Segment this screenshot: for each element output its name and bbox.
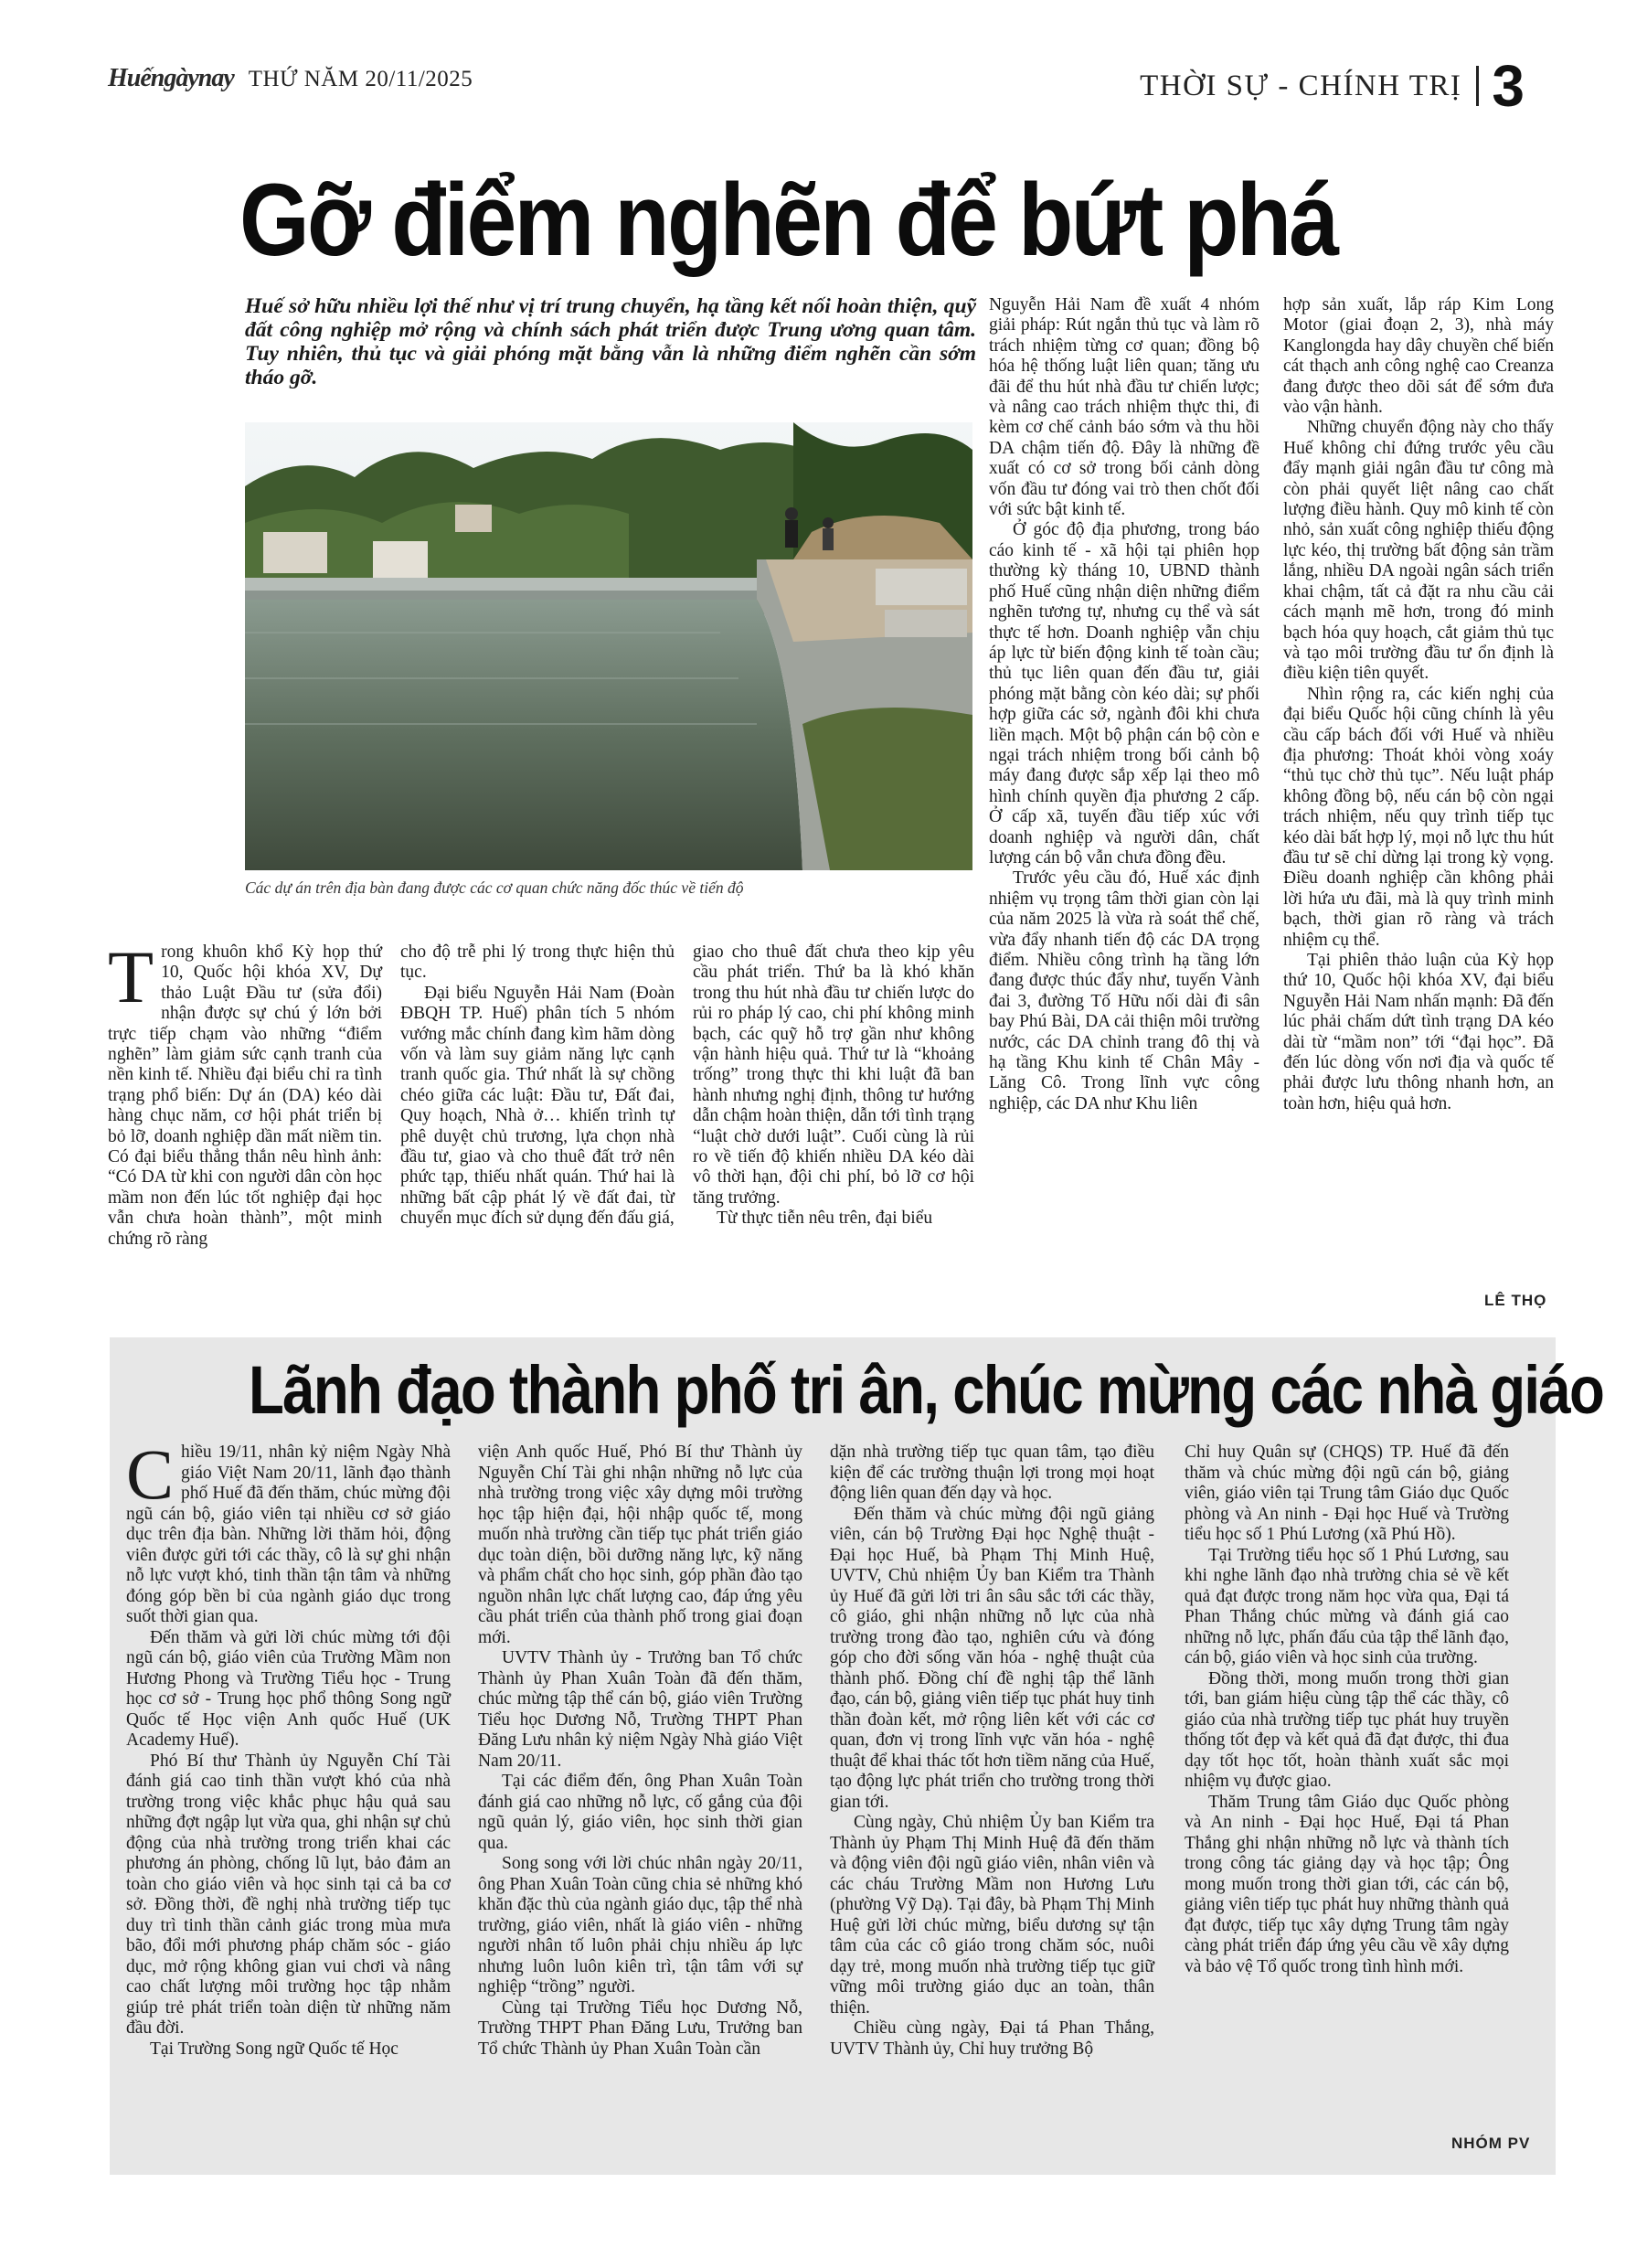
article1-lead: Huế sở hữu nhiều lợi thế như vị trí trung chuyển, hạ tầng kết nối hoàn thiện, quỹ đất công nghiệp mở rộng và chính sách phát triển được Trung ương quan tâm. Tuy nhiên, thủ tục và giải phóng mặt bằng vẫn là những điểm nghẽn cần sớm tháo gỡ. [245, 294, 976, 389]
article2-col4-paragraph: Tại Trường tiểu học số 1 Phú Lương, sau khi nghe lãnh đạo nhà trường chia sẻ về kết quả đạt được trong năm học vừa qua, Đại tá Phan Thắng chúc mừng và đánh giá cao những nỗ lực, phấn đấu của tập thể lãnh đạo, cán bộ, giáo viên và học sinh của trường. [1185, 1545, 1509, 1667]
article2-col2-paragraph: Tại các điểm đến, ông Phan Xuân Toàn đánh giá cao những nỗ lực, cố gắng của đội ngũ quản lý, giáo viên, học sinh thời gian qua. [478, 1772, 802, 1853]
article2-col2-paragraph: Song song với lời chúc nhân ngày 20/11, ông Phan Xuân Toàn cũng chia sẻ những khó khăn đặc thù của ngành giáo dục, tập thể nhà trường, giáo viên, nhất là giáo viên - những người nhân tố luôn phải chịu nhiều áp lực nhưng luôn luôn kiên trì, tận tâm với sự nghiệp “trồng” người. [478, 1854, 802, 1996]
article1-photo [245, 422, 972, 870]
article1-title: Gỡ điểm nghẽn để bứt phá [239, 163, 1337, 277]
article1-col4-paragraph: Trước yêu cầu đó, Huế xác định nhiệm vụ trọng tâm thời gian còn lại của năm 2025 là vừa rà soát thể chế, vừa đẩy nhanh tiến độ các DA trọng điểm. Nhiều công trình hạ tầng lớn đang được thúc đẩy như, tuyến Vành đai 3, đường Tố Hữu nối dài đi sân bay Phú Bài, DA cải thiện môi trường nước, các DA chỉnh trang đô thị và hạ tầng Khu kinh tế Chân Mây - Lăng Cô. Trong lĩnh vực công nghiệp, các DA như Khu liên [989, 868, 1260, 1113]
article1-col2-paragraph: Đại biểu Nguyễn Hải Nam (Đoàn ĐBQH TP. Huế) phân tích 5 nhóm vướng mắc chính đang kìm hãm dòng vốn và làm suy giảm năng lực cạnh tranh quốc gia. Thứ nhất là sự chồng chéo giữa các luật: Đầu tư, Đất đai, Quy hoạch, Nhà ở… khiến trình tự phê duyệt chủ trương, lựa chọn nhà đầu tư, giao và cho thuê đất trở nên phức tạp, thiếu nhất quán. Thứ hai là những bất cập phát lý về đất đai, từ chuyển mục đích sử dụng đến đấu giá, [400, 983, 675, 1229]
article2-byline: NHÓM PV [1451, 2135, 1531, 2152]
article1-byline: LÊ THỌ [1484, 1292, 1547, 1309]
section-name: THỜI SỰ - CHÍNH TRỊ [1140, 66, 1479, 106]
article2-col2-paragraph: UVTV Thành ủy - Trưởng ban Tổ chức Thành ủy Phan Xuân Toàn đã đến thăm, chúc mừng tập thể cán bộ, giáo viên Trường Tiểu học Dương Nỗ, Trường THPT Phan Đăng Lưu nhân kỷ niệm Ngày Nhà giáo Việt Nam 20/11. [478, 1648, 802, 1771]
newspaper-logo: Huếngàynay [108, 64, 234, 92]
article2-column-2 [478, 1443, 802, 2060]
article2-dropcap: C [126, 1434, 175, 1514]
article1-photo-caption: Các dự án trên địa bàn đang được các cơ quan chức năng đốc thúc về tiến độ [245, 878, 744, 897]
article1-column-2 [400, 942, 675, 1230]
article1-col5-paragraph: hợp sản xuất, lắp ráp Kim Long Motor (giai đoạn 2, 3), nhà máy Kanglongda hay dây chuyền chế biến cát thạch anh công nghệ cao Creanza đang được theo dõi sát để sớm đưa vào vận hành. [1283, 295, 1554, 418]
article1-column-3 [693, 942, 974, 1230]
issue-date: THỨ NĂM 20/11/2025 [248, 67, 473, 91]
article1-col3-paragraph: giao cho thuê đất chưa theo kịp yêu cầu phát triển. Thứ ba là khó khăn trong thu hút nhà đầu tư chiến lược do rủi ro pháp lý cao, chi phí không minh bạch, các quỹ hỗ trợ gần như không vận hành hiệu quả. Thứ tư là “khoảng trống” trong thực thi khi luật đã ban hành nhưng nghị định, thông tư hướng dẫn chậm hoàn thiện, dẫn tới tình trạng “luật chờ dưới luật”. Cuối cùng là rủi ro về tiến độ khiến nhiều DA kéo dài vô thời hạn, đội chi phí, bỏ lỡ cơ hội tăng trưởng. [693, 942, 974, 1208]
article2-col4-paragraph: Thăm Trung tâm Giáo dục Quốc phòng và An ninh - Đại học Huế, Đại tá Phan Thắng ghi nhận những nỗ lực và thành tích trong công tác giảng dạy và học tập; Ông mong muốn trong thời gian tới, các cán bộ, giảng viên tiếp tục phát huy những thành quả đạt được, tiếp tục xây dựng Trung tâm ngày càng phát triển đáp ứng yêu cầu về xây dựng và bảo vệ Tổ quốc trong tình hình mới. [1185, 1792, 1509, 1976]
page-number: 3 [1492, 53, 1525, 119]
article1-col5-paragraph: Nhìn rộng ra, các kiến nghị của đại biểu Quốc hội cũng chính là yêu cầu cấp bách đối với Huế và nhiều địa phương: Thoát khỏi vòng xoáy “thủ tục chờ thủ tục”. Nếu luật pháp không đồng bộ, nếu cán bộ còn ngại trách nhiệm, nếu quy trình tiếp tục kéo dài bất hợp lý, mọi nỗ lực thu hút đầu tư sẽ chỉ dừng lại trong kỳ vọng. Điều doanh nghiệp cần không phải lời hứa ưu đãi, mà là quy trình minh bạch, thời gian rõ ràng và trách nhiệm cụ thể. [1283, 684, 1554, 950]
article1-col1-text: rong khuôn khổ Kỳ họp thứ 10, Quốc hội khóa XV, Dự thảo Luật Đầu tư (sửa đổi) nhận được sự chú ý lớn bởi trực tiếp chạm vào những “điểm nghẽn” làm giảm sức cạnh tranh của nền kinh tế. Nhiều đại biểu chỉ ra tình trạng phổ biến: Dự án (DA) kéo dài hàng chục năm, cơ hội phát triển bị bỏ lỡ, doanh nghiệp dần mất niềm tin. Có đại biểu thẳng thắn nêu hình ảnh: “Có DA từ khi con người dân còn học mầm non đến lúc tốt nghiệp đại học vẫn chưa hoàn thành”, một minh chứng rõ ràng [108, 942, 382, 1249]
article1-column-5 [1283, 295, 1554, 1114]
article1-col1-paragraph [108, 935, 382, 1250]
article1-col5-paragraph: Tại phiên thảo luận của Kỳ họp thứ 10, Quốc hội khóa XV, đại biểu Nguyễn Hải Nam nhấn mạnh: Đã đến lúc phải chấm dứt tình trạng DA kéo dài từ “mầm non” tới “đại học”. Đã đến lúc dòng vốn nơi địa và quốc tế phải được lưu thông nhanh hơn, an toàn hơn, hiệu quả hơn. [1283, 951, 1554, 1113]
article1-col3-paragraph: Từ thực tiễn nêu trên, đại biểu [717, 1209, 933, 1229]
article2-col3-paragraph: dặn nhà trường tiếp tục quan tâm, tạo điều kiện để các trường thuận lợi trong mọi hoạt động liên quan đến dạy và học. [830, 1443, 1154, 1503]
article1-column-4 [989, 295, 1259, 1114]
article2-col2-paragraph: Cùng tại Trường Tiểu học Dương Nỗ, Trường THPT Phan Đăng Lưu, Trưởng ban Tổ chức Thành ủy Phan Xuân Toàn cần [478, 1997, 802, 2059]
article1-col5-paragraph: Những chuyển động này cho thấy Huế không chỉ đứng trước yêu cầu đẩy mạnh giải ngân đầu tư công mà còn phải quyết liệt nâng cao chất lượng điều hành. Quy mô kinh tế còn nhỏ, sản xuất công nghiệp thiếu động lực kéo, thị trường bất động sản trầm lắng, nhiều DA ngoài ngân sách triển khai chậm, tất cả đặt ra nhu cầu cải cách mạnh mẽ hơn, trong đó minh bạch hóa quy hoạch, cắt giảm thủ tục và tạo môi trường đầu tư ổn định là điều kiện tiên quyết. [1283, 418, 1554, 684]
article2-title: Lãnh đạo thành phố tri ân, chúc mừng các nhà giáo [249, 1352, 1604, 1428]
article2-col2-paragraph: viện Anh quốc Huế, Phó Bí thư Thành ủy Nguyễn Chí Tài ghi nhận những nỗ lực của nhà trường trong việc xây dựng môi trường học tập hiện đại, hội nhập quốc tế, mong muốn nhà trường cần tiếp tục phát triển giáo dục toàn diện, bồi dưỡng năng lực, kỹ năng và phẩm chất cho học sinh, góp phần đào tạo nguồn nhân lực chất lượng cao, đáp ứng yêu cầu phát triển của thành phố trong giai đoạn mới. [478, 1443, 802, 1647]
article1-col4-paragraph: Nguyễn Hải Nam đề xuất 4 nhóm giải pháp: Rút ngắn thủ tục và làm rõ trách nhiệm từng cơ quan; đồng bộ hóa hệ thống luật liên quan; tăng ưu đãi để thu hút nhà đầu tư chiến lược; và nâng cao trách nhiệm thực thi, đi kèm cơ chế cảnh báo sớm và thu hồi DA chậm tiến độ. Đây là những đề xuất có cơ sở trong bối cảnh dòng vốn đầu tư đóng vai trò then chốt đối với sức bật kinh tế. [989, 295, 1259, 520]
article1-col2-paragraph: cho độ trễ phi lý trong thực hiện thủ tục. [400, 942, 675, 983]
article2-col1-paragraph [126, 1434, 451, 1628]
article1-col4-paragraph: Ở góc độ địa phương, trong báo cáo kinh tế - xã hội tại phiên họp thường kỳ tháng 10, UBND thành phố Huế cũng nhận diện những điểm nghẽn tương tự, nhưng cụ thể và sát thực tế hơn. Doanh nghiệp vẫn chịu áp lực từ biến động kinh tế toàn cầu; thủ tục liên quan đến đầu tư, giải phóng mặt bằng còn kéo dài; sự phối hợp giữa các sở, ngành đôi khi chưa liền mạch. Một bộ phận cán bộ còn e ngại trách nhiệm trong bối cảnh bộ máy đang được sắp xếp lại theo mô hình chính quyền địa phương 2 cấp. Ở cấp xã, tuyến đầu tiếp xúc với doanh nghiệp và người dân, chất lượng cán bộ vẫn chưa đồng đều. [989, 520, 1259, 868]
river-embankment-photo [245, 422, 972, 870]
article2-column-3 [830, 1443, 1154, 2060]
masthead [108, 64, 473, 93]
article2-col1-text: hiều 19/11, nhân kỷ niệm Ngày Nhà giáo Việt Nam 20/11, lãnh đạo thành phố Huế đã đến thăm, chúc mừng đội ngũ cán bộ, giáo viên tại nhiều cơ sở giáo dục trên địa bàn. Những lời thăm hỏi, động viên được gửi tới các thầy, cô là sự ghi nhận nỗ lực vượt khó, tinh thần tận tâm và những đóng góp bền bỉ của ngành giáo dục trong suốt thời gian qua. [126, 1443, 451, 1626]
article2-col1-paragraph: Đến thăm và gửi lời chúc mừng tới đội ngũ cán bộ, giáo viên của Trường Mầm non Hương Phong và Trường Tiểu học - Trung học cơ sở - Trung học phổ thông Song ngữ Quốc tế Học viện Anh quốc Huế (UK Academy Huế). [126, 1627, 451, 1750]
article2-col3-paragraph: Đến thăm và chúc mừng đội ngũ giảng viên, cán bộ Trường Đại học Nghệ thuật - Đại học Huế, bà Phạm Thị Minh Huệ, UVTV, Chủ nhiệm Ủy ban Kiểm tra Thành ủy Huế đã gửi lời tri ân sâu sắc tới các thầy, cô giáo, ghi nhận những nỗ lực của nhà trường trong đào tạo, nghiên cứu và đóng góp cho đời sống văn hóa - nghệ thuật của thành phố. Đồng chí đề nghị tập thể lãnh đạo, cán bộ, giảng viên tiếp tục phát huy tinh thần đoàn kết, mở rộng liên kết với các cơ quan, đơn vị trong lĩnh vực văn hóa - nghệ thuật để khai thác tốt hơn tiềm năng của Huế, tạo động lực phát triển cho trường trong thời gian tới. [830, 1504, 1154, 1812]
article2-col3-paragraph: Cùng ngày, Chủ nhiệm Ủy ban Kiểm tra Thành ủy Phạm Thị Minh Huệ đã đến thăm và động viên đội ngũ giáo viên, nhân viên và các cháu Trường Mầm non Hương Lưu (phường Vỹ Dạ). Tại đây, bà Phạm Thị Minh Huệ gửi lời chúc mừng, biểu dương sự tận tâm của các cô giáo trong chăm sóc, nuôi dạy trẻ, mong muốn nhà trường tiếp tục giữ vững môi trường giáo dục an toàn, thân thiện. [830, 1813, 1154, 2018]
article1-dropcap: T [108, 935, 154, 1018]
article2-col4-paragraph: Đồng thời, mong muốn trong thời gian tới, ban giám hiệu cùng tập thể các thầy, cô giáo của nhà trường tiếp tục phát huy truyền thống tốt đẹp và kết quả đã đạt được, thi đua dạy tốt học tốt, hoàn thành xuất sắc mọi nhiệm vụ được giao. [1185, 1668, 1509, 1791]
article1-column-1 [108, 935, 382, 1250]
article2-column-4 [1185, 1443, 1509, 1977]
article2-col1-paragraph: Phó Bí thư Thành ủy Nguyễn Chí Tài đánh giá cao tinh thần vượt khó của nhà trường trong việc khắc phục hậu quả sau những đợt ngập lụt vừa qua, ghi nhận sự chủ động của nhà trường trong triển khai các phương án phòng, chống lũ lụt, bảo đảm an toàn cho giáo viên và học sinh tại cả ba cơ sở. Đồng thời, đề nghị nhà trường tiếp tục duy trì tinh thần cảnh giác trong mùa mưa bão, đổi mới phương pháp chăm sóc - giáo dục, mở rộng không gian vui chơi và nâng cao chất lượng môi trường học tập nhằm giúp trẻ phát triển toàn diện từ những năm đầu đời. [126, 1751, 451, 2038]
section-header [1140, 53, 1525, 119]
article2-col3-paragraph: Chiều cùng ngày, Đại tá Phan Thắng, UVTV Thành ủy, Chỉ huy trưởng Bộ [830, 2018, 1154, 2059]
article2-col1-paragraph: Tại Trường Song ngữ Quốc tế Học [150, 2039, 398, 2059]
article2-column-1 [126, 1434, 451, 2060]
article2-col4-paragraph: Chỉ huy Quân sự (CHQS) TP. Huế đã đến thăm và chúc mừng đội ngũ cán bộ, giảng viên, giáo viên tại Trung tâm Giáo dục Quốc phòng và An ninh - Đại học Huế và Trường tiểu học số 1 Phú Lương (xã Phú Hồ). [1185, 1443, 1509, 1544]
